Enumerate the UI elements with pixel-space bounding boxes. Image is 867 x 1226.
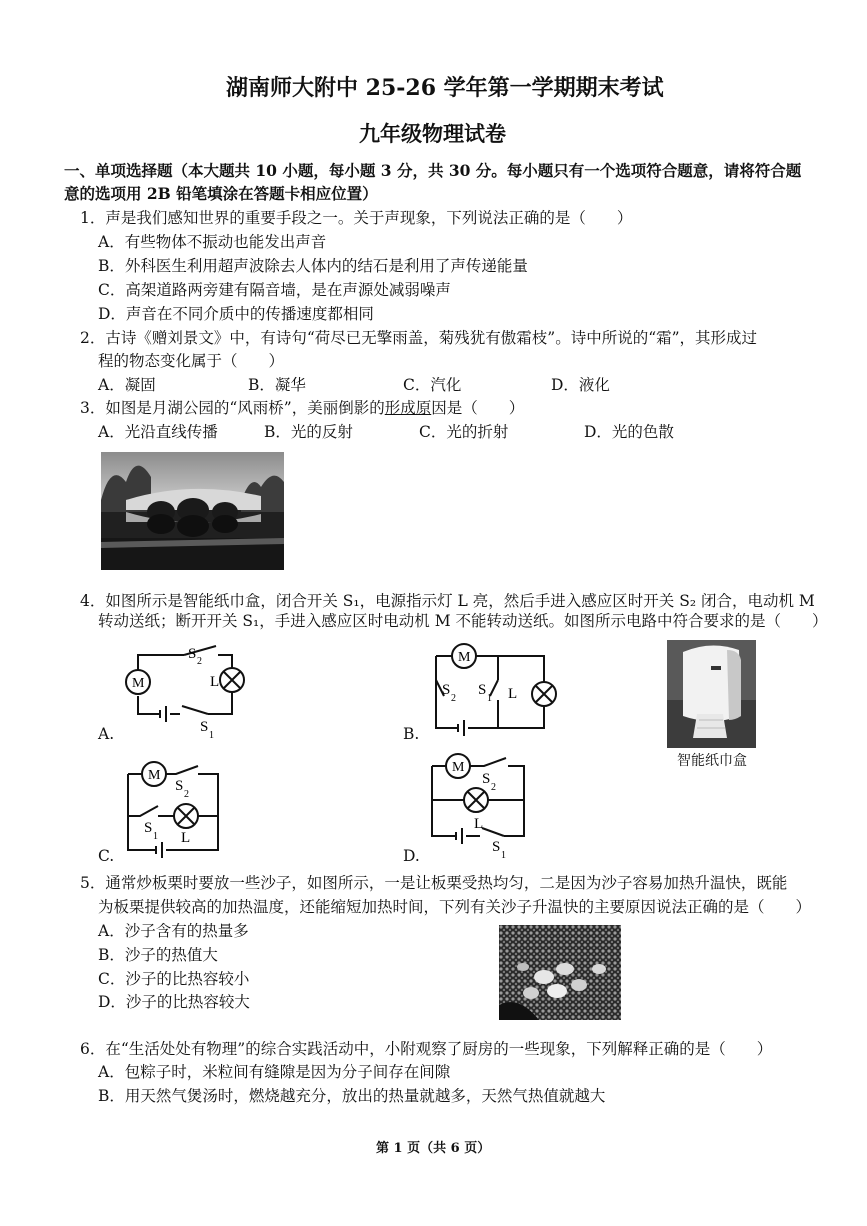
circuit-a-motor-label: M — [132, 676, 145, 691]
circuit-c-s2-label: S — [175, 778, 184, 794]
exam-title: 湖南师大附中 25-26 学年第一学期期末考试 — [226, 75, 664, 101]
q3-option-d: D．光的色散 — [584, 423, 674, 441]
bridge-reflection-photo — [101, 452, 284, 570]
q6-stem: 6．在“生活处处有物理”的综合实践活动中，小附观察了厨房的一些现象，下列解释正确的是（ ） — [80, 1040, 773, 1058]
smart-tissue-box-photo — [667, 640, 756, 748]
q3-option-b: B．光的反射 — [264, 423, 353, 441]
q2-option-b: B．凝华 — [248, 376, 306, 394]
q4-option-a-label: A. — [98, 725, 115, 743]
circuit-d-lamp-label: L — [474, 816, 484, 832]
q4-stem-line1: 4．如图所示是智能纸巾盒，闭合开关 S₁，电源指示灯 L 亮，然后手进入感应区时开关 S₂ 闭合，电动机 M — [80, 592, 815, 610]
q1-option-b: B．外科医生利用超声波除去人体内的结石是利用了声传递能量 — [98, 257, 528, 275]
q2-option-d: D．液化 — [551, 376, 610, 394]
circuit-b-lamp-label: L — [508, 686, 518, 702]
q4-option-d-label: D. — [403, 847, 420, 865]
circuit-a-s1-sub: 1 — [209, 730, 214, 741]
section-heading-line1: 一、单项选择题（本大题共 10 小题，每小题 3 分，共 30 分。每小题只有一个选项符合题意，请将符合题 — [64, 161, 802, 180]
q6-option-a: A．包粽子时，米粒间有缝隙是因为分子间存在间隙 — [98, 1063, 451, 1081]
circuit-b — [420, 640, 560, 740]
circuit-a-s1-label: S — [200, 719, 209, 735]
tissue-box-caption: 智能纸巾盒 — [677, 753, 747, 769]
q4-option-c-label: C. — [98, 847, 115, 865]
circuit-d-s1-sub: 1 — [501, 850, 506, 860]
circuit-b-s2-sub: 2 — [451, 693, 456, 704]
q1-option-a: A．有些物体不振动也能发出声音 — [98, 233, 327, 251]
q1-stem: 1．声是我们感知世界的重要手段之一。关于声现象，下列说法正确的是（ ） — [80, 209, 633, 227]
circuit-d-s2-sub: 2 — [491, 782, 496, 793]
q3-option-c: C．光的折射 — [419, 423, 509, 441]
circuit-b-motor-label: M — [458, 650, 471, 665]
q5-stem-line1: 5．通常炒板栗时要放一些沙子，如图所示，一是让板栗受热均匀，二是因为沙子容易加热升温快，既能 — [80, 874, 788, 892]
q4-stem-line2: 转动送纸；断开开关 S₁，手进入感应区时电动机 M 不能转动送纸。如图所示电路中符合要求的是（ ） — [98, 612, 828, 630]
page-footer: 第 1 页（共 6 页） — [376, 1141, 491, 1156]
section-heading-line2: 意的选项用 2B 铅笔填涂在答题卡相应位置） — [64, 184, 378, 203]
circuit-d-motor-label: M — [452, 760, 465, 775]
q1-option-d: D．声音在不同介质中的传播速度都相同 — [98, 305, 374, 323]
q2-stem-line2: 程的物态变化属于（ ） — [98, 352, 285, 370]
q5-option-b: B．沙子的热值大 — [98, 946, 218, 964]
circuit-a-s2-label: S — [188, 646, 197, 662]
circuit-d-s2-label: S — [482, 771, 491, 787]
q5-option-a: A．沙子含有的热量多 — [98, 922, 249, 940]
q5-option-c: C．沙子的比热容较小 — [98, 970, 250, 988]
circuit-c-s2-sub: 2 — [184, 789, 189, 800]
q4-option-b-label: B. — [403, 725, 420, 743]
circuit-b-s1-sub: 1 — [487, 693, 492, 704]
circuit-c-motor-label: M — [148, 768, 161, 783]
circuit-d — [420, 752, 540, 860]
circuit-b-s2-label: S — [442, 682, 451, 698]
circuit-a — [118, 636, 258, 748]
circuit-c-s1-label: S — [144, 820, 153, 836]
circuit-a-s2-sub: 2 — [197, 656, 202, 667]
circuit-d-s1-label: S — [492, 839, 501, 855]
circuit-a-lamp-label: L — [210, 674, 220, 690]
q3-option-a: A．光沿直线传播 — [98, 423, 218, 441]
circuit-b-s1-label: S — [478, 682, 487, 698]
q5-stem-line2: 为板栗提供较高的加热温度，还能缩短加热时间，下列有关沙子升温快的主要原因说法正确的是（ ） — [98, 898, 812, 916]
q3-stem: 3．如图是月湖公园的“风雨桥”，美丽倒影的形成原因是（ ） — [80, 399, 525, 417]
exam-subtitle: 九年级物理试卷 — [359, 121, 506, 146]
q1-option-c: C．高架道路两旁建有隔音墙，是在声源处减弱噪声 — [98, 281, 451, 299]
q2-option-a: A．凝固 — [98, 376, 156, 394]
q5-option-d: D．沙子的比热容较大 — [98, 993, 250, 1011]
circuit-c-lamp-label: L — [181, 830, 191, 846]
chestnuts-in-sand-photo — [499, 925, 621, 1020]
q2-stem-line1: 2．古诗《赠刘景文》中，有诗句“荷尽已无擎雨盖，菊残犹有傲霜枝”。诗中所说的“霜”，其形成过 — [80, 329, 758, 347]
q6-option-b: B．用天然气煲汤时，燃烧越充分，放出的热量就越多，天然气热值就越大 — [98, 1087, 606, 1105]
circuit-c — [118, 760, 238, 860]
q2-option-c: C．汽化 — [403, 376, 462, 394]
circuit-c-s1-sub: 1 — [153, 831, 158, 842]
